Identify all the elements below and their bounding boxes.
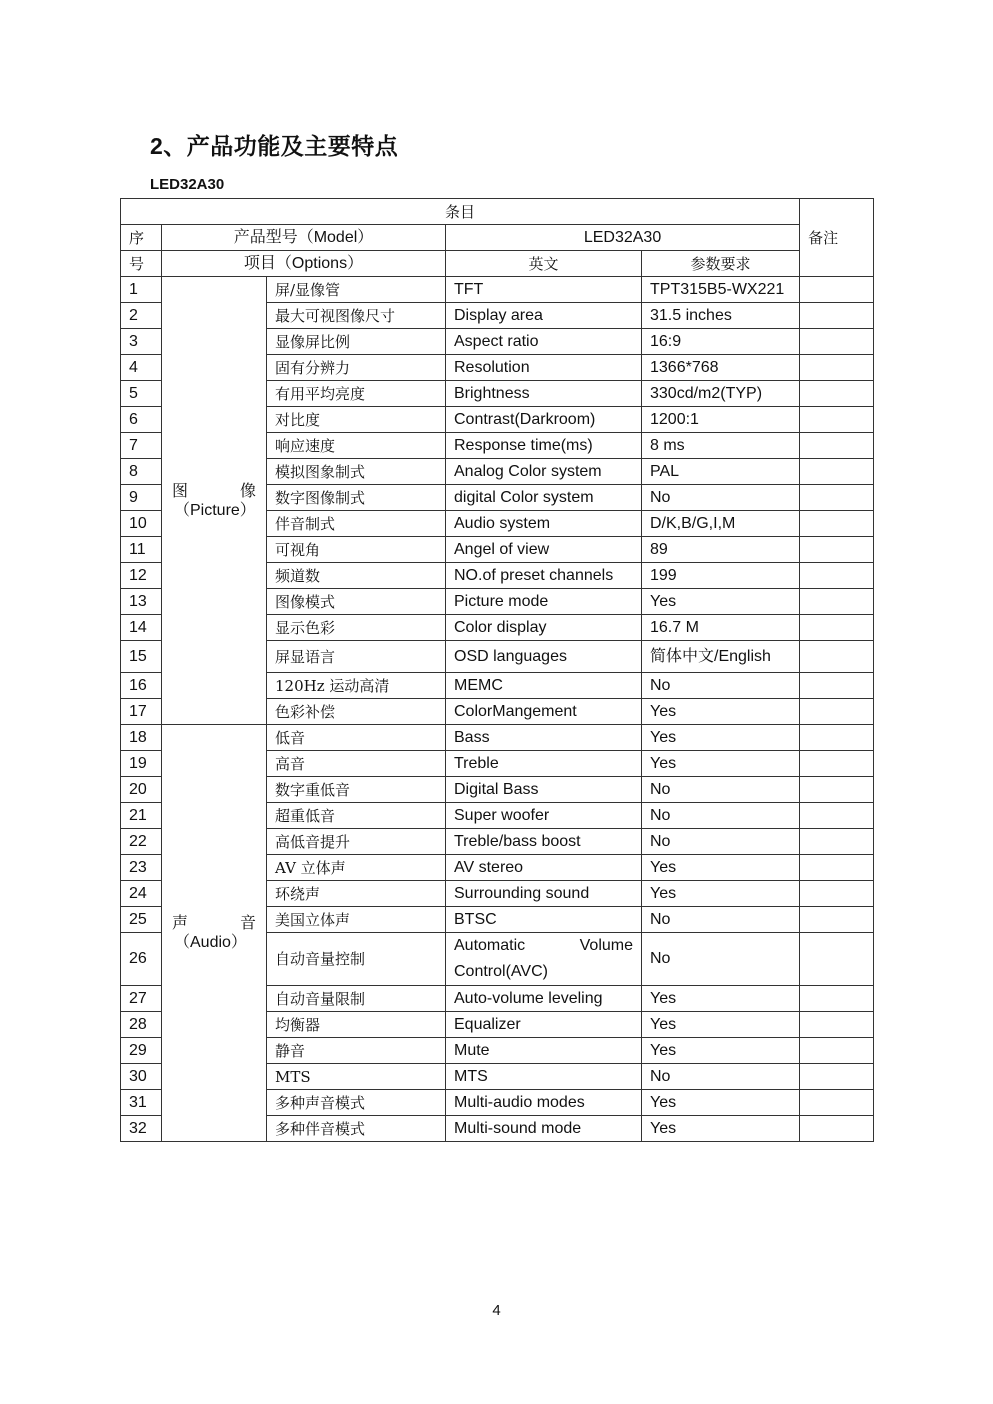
item-remark [800, 933, 874, 986]
row-number: 27 [121, 986, 162, 1012]
item-value: No [642, 933, 800, 986]
item-en-word: Volume [579, 937, 633, 954]
item-value: Yes [642, 751, 800, 777]
item-zh: 数字重低音 [267, 777, 446, 803]
row-number: 17 [121, 699, 162, 725]
row-number: 3 [121, 329, 162, 355]
item-value: TPT315B5-WX221 [642, 277, 800, 303]
row-number: 18 [121, 725, 162, 751]
header-row-options [121, 251, 874, 277]
item-en: Brightness [446, 381, 642, 407]
item-en: BTSC [446, 907, 642, 933]
item-remark [800, 277, 874, 303]
row-number: 28 [121, 1012, 162, 1038]
item-en: Treble [446, 751, 642, 777]
header-seq-char1: 序 [121, 225, 162, 251]
item-value: 199 [642, 563, 800, 589]
item-zh: 固有分辨力 [267, 355, 446, 381]
row-number: 14 [121, 615, 162, 641]
item-zh: 超重低音 [267, 803, 446, 829]
row-number: 2 [121, 303, 162, 329]
item-remark [800, 777, 874, 803]
item-value: Yes [642, 881, 800, 907]
item-zh: 对比度 [267, 407, 446, 433]
item-remark [800, 986, 874, 1012]
row-number: 24 [121, 881, 162, 907]
item-en: MEMC [446, 673, 642, 699]
item-remark [800, 829, 874, 855]
row-number: 20 [121, 777, 162, 803]
item-value: Yes [642, 589, 800, 615]
item-remark [800, 589, 874, 615]
item-en: Aspect ratio [446, 329, 642, 355]
item-zh: 可视角 [267, 537, 446, 563]
item-value: Yes [642, 725, 800, 751]
item-value: 89 [642, 537, 800, 563]
item-zh: 伴音制式 [267, 511, 446, 537]
item-zh: 模拟图象制式 [267, 459, 446, 485]
item-en: digital Color system [446, 485, 642, 511]
item-value: D/K,B/G,I,M [642, 511, 800, 537]
table-row [121, 725, 874, 751]
item-remark [800, 803, 874, 829]
item-value: No [642, 485, 800, 511]
item-value: 16.7 M [642, 615, 800, 641]
item-zh: 静音 [267, 1038, 446, 1064]
item-en: TFT [446, 277, 642, 303]
item-zh: 屏/显像管 [267, 277, 446, 303]
item-remark [800, 725, 874, 751]
item-value: Yes [642, 855, 800, 881]
item-en: ColorMangement [446, 699, 642, 725]
item-en-line: Control(AVC) [454, 963, 548, 980]
item-zh: 美国立体声 [267, 907, 446, 933]
header-model-value: LED32A30 [446, 225, 800, 251]
item-en: Bass [446, 725, 642, 751]
item-value: 16:9 [642, 329, 800, 355]
item-value: No [642, 907, 800, 933]
item-en: Equalizer [446, 1012, 642, 1038]
item-zh: 有用平均亮度 [267, 381, 446, 407]
item-zh: 自动音量限制 [267, 986, 446, 1012]
item-value: No [642, 829, 800, 855]
item-remark [800, 511, 874, 537]
item-remark [800, 459, 874, 485]
item-remark [800, 751, 874, 777]
row-number: 22 [121, 829, 162, 855]
item-value: Yes [642, 699, 800, 725]
item-en: Response time(ms) [446, 433, 642, 459]
item-value: Yes [642, 986, 800, 1012]
item-en: AV stereo [446, 855, 642, 881]
item-value: PAL [642, 459, 800, 485]
header-remarks: 备注 [800, 199, 874, 277]
item-value: 简体中文/English [642, 641, 800, 673]
item-zh: 最大可视图像尺寸 [267, 303, 446, 329]
item-remark [800, 537, 874, 563]
category-zh-char: 图 [172, 480, 189, 500]
item-en: Super woofer [446, 803, 642, 829]
item-en: Mute [446, 1038, 642, 1064]
item-value: 31.5 inches [642, 303, 800, 329]
header-items: 条目 [121, 199, 800, 225]
item-remark [800, 1064, 874, 1090]
item-value: 8 ms [642, 433, 800, 459]
row-number: 10 [121, 511, 162, 537]
item-en: Audio system [446, 511, 642, 537]
row-number: 13 [121, 589, 162, 615]
item-value: No [642, 777, 800, 803]
item-en: MTS [446, 1064, 642, 1090]
row-number: 23 [121, 855, 162, 881]
category-en: （Picture） [174, 501, 256, 519]
item-en: OSD languages [446, 641, 642, 673]
item-remark [800, 881, 874, 907]
item-value: No [642, 803, 800, 829]
section-title: 2、产品功能及主要特点 [150, 133, 399, 159]
item-zh: 色彩补偿 [267, 699, 446, 725]
item-remark [800, 641, 874, 673]
header-seq-char2: 号 [121, 251, 162, 277]
item-value: No [642, 1064, 800, 1090]
category-picture [162, 277, 267, 725]
item-zh: 屏显语言 [267, 641, 446, 673]
row-number: 4 [121, 355, 162, 381]
row-number: 9 [121, 485, 162, 511]
row-number: 12 [121, 563, 162, 589]
item-en: Color display [446, 615, 642, 641]
item-remark [800, 433, 874, 459]
item-remark [800, 381, 874, 407]
item-value: Yes [642, 1090, 800, 1116]
item-remark [800, 1038, 874, 1064]
item-remark [800, 1012, 874, 1038]
header-row-model [121, 225, 874, 251]
item-remark [800, 855, 874, 881]
item-zh: MTS [267, 1064, 446, 1090]
item-zh: 多种伴音模式 [267, 1116, 446, 1142]
item-zh: 响应速度 [267, 433, 446, 459]
row-number: 31 [121, 1090, 162, 1116]
item-value: No [642, 673, 800, 699]
item-zh: 数字图像制式 [267, 485, 446, 511]
spec-table [120, 198, 874, 1142]
item-remark [800, 407, 874, 433]
page-number: 4 [492, 1302, 501, 1319]
item-en: Multi-audio modes [446, 1090, 642, 1116]
item-zh: 120Hz 运动高清 [267, 673, 446, 699]
item-zh: 显示色彩 [267, 615, 446, 641]
header-options-label: 项目（Options） [162, 251, 446, 277]
header-row-items [121, 199, 874, 225]
category-zh-char: 音 [239, 913, 256, 932]
row-number: 1 [121, 277, 162, 303]
item-value: 1200:1 [642, 407, 800, 433]
item-zh: AV 立体声 [267, 855, 446, 881]
category-audio [162, 725, 267, 1142]
item-en: Analog Color system [446, 459, 642, 485]
row-number: 32 [121, 1116, 162, 1142]
item-en-line [454, 933, 633, 959]
row-number: 11 [121, 537, 162, 563]
item-zh: 高低音提升 [267, 829, 446, 855]
row-number: 29 [121, 1038, 162, 1064]
item-remark [800, 699, 874, 725]
item-remark [800, 1116, 874, 1142]
item-remark [800, 485, 874, 511]
item-remark [800, 673, 874, 699]
item-value: Yes [642, 1038, 800, 1064]
category-zh-char: 声 [172, 913, 189, 932]
item-remark [800, 329, 874, 355]
row-number: 26 [121, 933, 162, 986]
item-zh: 自动音量控制 [267, 933, 446, 986]
category-en: （Audio） [174, 934, 247, 951]
item-value: 1366*768 [642, 355, 800, 381]
item-zh: 低音 [267, 725, 446, 751]
item-zh: 多种声音模式 [267, 1090, 446, 1116]
row-number: 25 [121, 907, 162, 933]
row-number: 8 [121, 459, 162, 485]
item-value: Yes [642, 1116, 800, 1142]
item-remark [800, 907, 874, 933]
item-en: Picture mode [446, 589, 642, 615]
item-zh: 环绕声 [267, 881, 446, 907]
item-en: Contrast(Darkroom) [446, 407, 642, 433]
item-value: Yes [642, 1012, 800, 1038]
header-requirement: 参数要求 [642, 251, 800, 277]
category-zh [170, 913, 258, 933]
item-remark [800, 355, 874, 381]
row-number: 15 [121, 641, 162, 673]
header-english: 英文 [446, 251, 642, 277]
item-zh: 均衡器 [267, 1012, 446, 1038]
item-zh: 图像模式 [267, 589, 446, 615]
row-number: 7 [121, 433, 162, 459]
row-number: 19 [121, 751, 162, 777]
item-remark [800, 303, 874, 329]
model-heading: LED32A30 [150, 176, 225, 193]
header-model-label: 产品型号（Model） [162, 225, 446, 251]
item-en: Display area [446, 303, 642, 329]
item-en: Treble/bass boost [446, 829, 642, 855]
item-remark [800, 615, 874, 641]
item-remark [800, 1090, 874, 1116]
row-number: 6 [121, 407, 162, 433]
category-zh [170, 481, 258, 501]
item-en: Auto-volume leveling [446, 986, 642, 1012]
category-zh-char: 像 [239, 480, 256, 500]
item-zh: 显像屏比例 [267, 329, 446, 355]
item-zh: 高音 [267, 751, 446, 777]
row-number: 5 [121, 381, 162, 407]
item-remark [800, 563, 874, 589]
item-zh: 频道数 [267, 563, 446, 589]
item-en: Angel of view [446, 537, 642, 563]
item-en: Surrounding sound [446, 881, 642, 907]
row-number: 16 [121, 673, 162, 699]
item-value: 330cd/m2(TYP) [642, 381, 800, 407]
item-en: NO.of preset channels [446, 563, 642, 589]
item-en [446, 933, 642, 986]
row-number: 21 [121, 803, 162, 829]
item-en-word: Automatic [454, 937, 526, 954]
row-number: 30 [121, 1064, 162, 1090]
table-row [121, 277, 874, 303]
item-en: Multi-sound mode [446, 1116, 642, 1142]
item-en: Resolution [446, 355, 642, 381]
item-en: Digital Bass [446, 777, 642, 803]
